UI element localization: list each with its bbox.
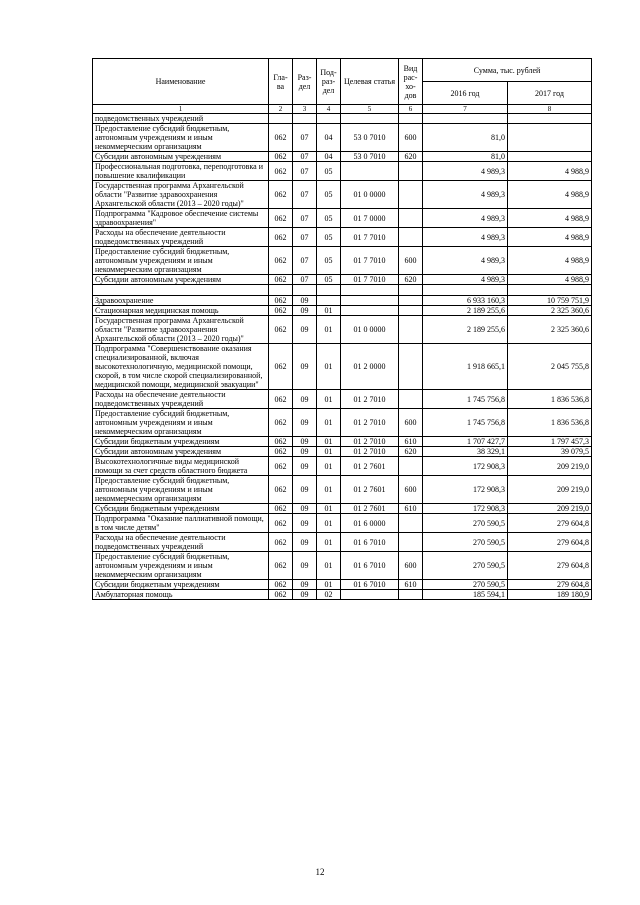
cell-glava: 062 bbox=[269, 296, 293, 306]
cell-podrazdel: 05 bbox=[317, 247, 341, 275]
cell-sum-2017 bbox=[508, 152, 592, 162]
cell-name: Субсидии автономным учреждениям bbox=[93, 275, 269, 285]
cell-statia bbox=[341, 285, 399, 296]
cell-sum-2017: 189 180,9 bbox=[508, 590, 592, 600]
cell-vid bbox=[399, 114, 423, 124]
cell-statia bbox=[341, 296, 399, 306]
table-row bbox=[93, 162, 592, 181]
col-glava-header: Гла-ва bbox=[269, 59, 293, 105]
cell-sum-2017: 4 988,9 bbox=[508, 275, 592, 285]
table-row bbox=[93, 344, 592, 390]
cell-sum-2016: 270 590,5 bbox=[423, 552, 508, 580]
column-number: 8 bbox=[508, 105, 592, 114]
cell-sum-2016: 4 989,3 bbox=[423, 162, 508, 181]
cell-glava: 062 bbox=[269, 316, 293, 344]
cell-vid bbox=[399, 316, 423, 344]
cell-vid bbox=[399, 306, 423, 316]
col-vid-header: Вид рас-хо-дов bbox=[399, 59, 423, 105]
cell-name: Подпрограмма "Оказание паллиативной помощи, в том числе детям" bbox=[93, 514, 269, 533]
cell-sum-2017: 39 079,5 bbox=[508, 447, 592, 457]
cell-podrazdel: 01 bbox=[317, 533, 341, 552]
cell-podrazdel: 01 bbox=[317, 409, 341, 437]
table-row bbox=[93, 437, 592, 447]
cell-razdel: 09 bbox=[293, 344, 317, 390]
cell-name: Субсидии бюджетным учреждениям bbox=[93, 580, 269, 590]
cell-razdel: 09 bbox=[293, 457, 317, 476]
cell-sum-2016: 2 189 255,6 bbox=[423, 306, 508, 316]
table-row bbox=[93, 476, 592, 504]
cell-podrazdel: 01 bbox=[317, 306, 341, 316]
cell-name: Расходы на обеспечение деятельности подведомственных учреждений bbox=[93, 228, 269, 247]
cell-sum-2017: 4 988,9 bbox=[508, 181, 592, 209]
cell-vid: 600 bbox=[399, 476, 423, 504]
cell-statia: 01 7 0000 bbox=[341, 209, 399, 228]
table-row bbox=[93, 275, 592, 285]
cell-vid bbox=[399, 514, 423, 533]
cell-name bbox=[93, 285, 269, 296]
cell-podrazdel: 01 bbox=[317, 344, 341, 390]
cell-razdel: 09 bbox=[293, 552, 317, 580]
cell-glava: 062 bbox=[269, 390, 293, 409]
cell-sum-2017: 1 836 536,8 bbox=[508, 409, 592, 437]
cell-podrazdel: 01 bbox=[317, 437, 341, 447]
cell-name: Амбулаторная помощь bbox=[93, 590, 269, 600]
cell-razdel: 09 bbox=[293, 296, 317, 306]
cell-podrazdel: 05 bbox=[317, 275, 341, 285]
cell-sum-2017: 2 325 360,6 bbox=[508, 316, 592, 344]
cell-razdel: 09 bbox=[293, 590, 317, 600]
cell-razdel: 09 bbox=[293, 504, 317, 514]
cell-statia: 01 6 7010 bbox=[341, 533, 399, 552]
cell-glava: 062 bbox=[269, 580, 293, 590]
cell-glava: 062 bbox=[269, 209, 293, 228]
cell-vid: 620 bbox=[399, 275, 423, 285]
cell-name: подведомственных учреждений bbox=[93, 114, 269, 124]
cell-podrazdel: 02 bbox=[317, 590, 341, 600]
table-row bbox=[93, 209, 592, 228]
cell-razdel: 07 bbox=[293, 209, 317, 228]
cell-name: Расходы на обеспечение деятельности подведомственных учреждений bbox=[93, 533, 269, 552]
cell-sum-2016: 4 989,3 bbox=[423, 209, 508, 228]
budget-document bbox=[92, 58, 591, 600]
cell-podrazdel bbox=[317, 114, 341, 124]
cell-glava: 062 bbox=[269, 275, 293, 285]
cell-razdel: 07 bbox=[293, 275, 317, 285]
cell-razdel: 07 bbox=[293, 228, 317, 247]
cell-sum-2016: 185 594,1 bbox=[423, 590, 508, 600]
cell-razdel: 09 bbox=[293, 533, 317, 552]
cell-statia: 01 6 0000 bbox=[341, 514, 399, 533]
cell-statia bbox=[341, 306, 399, 316]
cell-razdel: 09 bbox=[293, 390, 317, 409]
cell-glava: 062 bbox=[269, 514, 293, 533]
cell-glava: 062 bbox=[269, 552, 293, 580]
table-row bbox=[93, 247, 592, 275]
cell-sum-2017: 279 604,8 bbox=[508, 580, 592, 590]
col-podrazdel-header: Под-раз-дел bbox=[317, 59, 341, 105]
cell-statia: 01 7 7010 bbox=[341, 228, 399, 247]
cell-podrazdel bbox=[317, 296, 341, 306]
cell-vid: 600 bbox=[399, 552, 423, 580]
cell-sum-2017: 209 219,0 bbox=[508, 504, 592, 514]
cell-podrazdel: 05 bbox=[317, 162, 341, 181]
cell-sum-2017: 2 045 755,8 bbox=[508, 344, 592, 390]
cell-vid: 620 bbox=[399, 152, 423, 162]
cell-glava: 062 bbox=[269, 437, 293, 447]
cell-sum-2016: 4 989,3 bbox=[423, 247, 508, 275]
column-number: 7 bbox=[423, 105, 508, 114]
cell-razdel: 09 bbox=[293, 316, 317, 344]
table-row bbox=[93, 296, 592, 306]
cell-podrazdel: 05 bbox=[317, 228, 341, 247]
cell-vid bbox=[399, 590, 423, 600]
cell-vid bbox=[399, 390, 423, 409]
cell-podrazdel: 05 bbox=[317, 181, 341, 209]
cell-statia: 01 2 7601 bbox=[341, 457, 399, 476]
cell-sum-2016 bbox=[423, 114, 508, 124]
cell-statia: 01 6 7010 bbox=[341, 552, 399, 580]
cell-sum-2017: 10 759 751,9 bbox=[508, 296, 592, 306]
cell-statia: 01 2 7601 bbox=[341, 476, 399, 504]
table-row bbox=[93, 152, 592, 162]
cell-glava: 062 bbox=[269, 247, 293, 275]
cell-vid: 610 bbox=[399, 504, 423, 514]
col-name-header: Наименование bbox=[93, 59, 269, 105]
col-razdel-header: Раз-дел bbox=[293, 59, 317, 105]
cell-vid: 610 bbox=[399, 580, 423, 590]
table-row bbox=[93, 457, 592, 476]
cell-vid bbox=[399, 296, 423, 306]
cell-sum-2017: 279 604,8 bbox=[508, 552, 592, 580]
cell-sum-2016: 1 707 427,7 bbox=[423, 437, 508, 447]
cell-razdel: 07 bbox=[293, 247, 317, 275]
cell-podrazdel: 01 bbox=[317, 514, 341, 533]
cell-name: Подпрограмма "Совершенствование оказания специализированной, включая высокотехнологичную, медицинской помощи, скорой, в том числе скорой специализированной, медицинской помощи, медицинской эвакуации" bbox=[93, 344, 269, 390]
cell-glava: 062 bbox=[269, 306, 293, 316]
cell-name: Здравоохранение bbox=[93, 296, 269, 306]
cell-razdel: 09 bbox=[293, 437, 317, 447]
cell-glava: 062 bbox=[269, 447, 293, 457]
cell-podrazdel: 01 bbox=[317, 580, 341, 590]
cell-razdel: 09 bbox=[293, 447, 317, 457]
cell-vid bbox=[399, 181, 423, 209]
cell-glava bbox=[269, 285, 293, 296]
cell-vid: 610 bbox=[399, 437, 423, 447]
cell-glava: 062 bbox=[269, 344, 293, 390]
cell-sum-2017: 209 219,0 bbox=[508, 476, 592, 504]
col-2016-header: 2016 год bbox=[423, 82, 508, 105]
cell-sum-2017 bbox=[508, 124, 592, 152]
cell-sum-2016: 4 989,3 bbox=[423, 181, 508, 209]
column-number: 6 bbox=[399, 105, 423, 114]
column-number: 1 bbox=[93, 105, 269, 114]
cell-sum-2016: 6 933 160,3 bbox=[423, 296, 508, 306]
col-summa-header: Сумма, тыс. рублей bbox=[423, 59, 592, 82]
cell-razdel: 09 bbox=[293, 580, 317, 590]
page-number: 12 bbox=[315, 867, 325, 877]
cell-statia: 01 2 7010 bbox=[341, 390, 399, 409]
cell-sum-2016: 81,0 bbox=[423, 152, 508, 162]
cell-statia bbox=[341, 162, 399, 181]
cell-statia: 01 7 7010 bbox=[341, 275, 399, 285]
cell-name: Субсидии бюджетным учреждениям bbox=[93, 504, 269, 514]
column-number: 2 bbox=[269, 105, 293, 114]
cell-vid bbox=[399, 457, 423, 476]
cell-sum-2016 bbox=[423, 285, 508, 296]
cell-sum-2017: 1 836 536,8 bbox=[508, 390, 592, 409]
cell-podrazdel bbox=[317, 285, 341, 296]
cell-razdel bbox=[293, 114, 317, 124]
cell-glava: 062 bbox=[269, 590, 293, 600]
cell-podrazdel: 01 bbox=[317, 476, 341, 504]
table-row bbox=[93, 316, 592, 344]
cell-statia: 53 0 7010 bbox=[341, 124, 399, 152]
cell-podrazdel: 01 bbox=[317, 504, 341, 514]
cell-razdel: 09 bbox=[293, 306, 317, 316]
cell-vid bbox=[399, 533, 423, 552]
cell-razdel: 07 bbox=[293, 152, 317, 162]
cell-sum-2016: 270 590,5 bbox=[423, 580, 508, 590]
cell-razdel: 07 bbox=[293, 124, 317, 152]
col-2017-header: 2017 год bbox=[508, 82, 592, 105]
column-number: 3 bbox=[293, 105, 317, 114]
table-row bbox=[93, 590, 592, 600]
cell-podrazdel: 04 bbox=[317, 124, 341, 152]
cell-name: Субсидии бюджетным учреждениям bbox=[93, 437, 269, 447]
cell-sum-2017: 1 797 457,3 bbox=[508, 437, 592, 447]
cell-sum-2017 bbox=[508, 114, 592, 124]
table-row bbox=[93, 447, 592, 457]
cell-podrazdel: 01 bbox=[317, 447, 341, 457]
cell-statia: 01 2 7601 bbox=[341, 504, 399, 514]
table-row bbox=[93, 514, 592, 533]
cell-sum-2017: 279 604,8 bbox=[508, 514, 592, 533]
cell-sum-2016: 1 918 665,1 bbox=[423, 344, 508, 390]
cell-sum-2016: 1 745 756,8 bbox=[423, 409, 508, 437]
cell-razdel: 09 bbox=[293, 409, 317, 437]
cell-glava: 062 bbox=[269, 152, 293, 162]
cell-statia: 01 0 0000 bbox=[341, 181, 399, 209]
cell-statia bbox=[341, 114, 399, 124]
cell-sum-2016: 4 989,3 bbox=[423, 228, 508, 247]
cell-vid bbox=[399, 162, 423, 181]
cell-glava: 062 bbox=[269, 504, 293, 514]
cell-vid: 620 bbox=[399, 447, 423, 457]
table-row bbox=[93, 124, 592, 152]
cell-name: Расходы на обеспечение деятельности подведомственных учреждений bbox=[93, 390, 269, 409]
cell-sum-2016: 2 189 255,6 bbox=[423, 316, 508, 344]
cell-statia: 01 2 7010 bbox=[341, 437, 399, 447]
cell-sum-2016: 172 908,3 bbox=[423, 504, 508, 514]
column-number: 5 bbox=[341, 105, 399, 114]
cell-glava: 062 bbox=[269, 533, 293, 552]
cell-name: Предоставление субсидий бюджетным, автономным учреждениям и иным некоммерческим организациям bbox=[93, 247, 269, 275]
cell-sum-2017: 279 604,8 bbox=[508, 533, 592, 552]
cell-name: Предоставление субсидий бюджетным, автономным учреждениям и иным некоммерческим организациям bbox=[93, 409, 269, 437]
table-row bbox=[93, 552, 592, 580]
cell-vid: 600 bbox=[399, 409, 423, 437]
cell-sum-2016: 81,0 bbox=[423, 124, 508, 152]
cell-vid: 600 bbox=[399, 247, 423, 275]
cell-sum-2017: 209 219,0 bbox=[508, 457, 592, 476]
table-row bbox=[93, 114, 592, 124]
table-row bbox=[93, 306, 592, 316]
cell-podrazdel: 01 bbox=[317, 552, 341, 580]
table-row bbox=[93, 533, 592, 552]
table-row bbox=[93, 390, 592, 409]
table-row bbox=[93, 580, 592, 590]
cell-glava: 062 bbox=[269, 181, 293, 209]
table-body bbox=[93, 114, 592, 600]
cell-glava: 062 bbox=[269, 228, 293, 247]
cell-sum-2016: 172 908,3 bbox=[423, 457, 508, 476]
cell-sum-2016: 270 590,5 bbox=[423, 514, 508, 533]
cell-name: Государственная программа Архангельской области "Развитие здравоохранения Архангельской области (2013 – 2020 годы)" bbox=[93, 181, 269, 209]
cell-name: Профессиональная подготовка, переподготовка и повышение квалификации bbox=[93, 162, 269, 181]
cell-sum-2016: 4 989,3 bbox=[423, 275, 508, 285]
table-row bbox=[93, 409, 592, 437]
cell-glava: 062 bbox=[269, 457, 293, 476]
table-row bbox=[93, 504, 592, 514]
cell-statia: 01 2 7010 bbox=[341, 409, 399, 437]
cell-sum-2017: 4 988,9 bbox=[508, 247, 592, 275]
cell-podrazdel: 01 bbox=[317, 390, 341, 409]
column-number: 4 bbox=[317, 105, 341, 114]
cell-razdel: 07 bbox=[293, 162, 317, 181]
cell-sum-2016: 1 745 756,8 bbox=[423, 390, 508, 409]
cell-razdel: 09 bbox=[293, 514, 317, 533]
cell-vid bbox=[399, 285, 423, 296]
cell-statia: 01 7 7010 bbox=[341, 247, 399, 275]
cell-statia: 01 2 7010 bbox=[341, 447, 399, 457]
cell-glava: 062 bbox=[269, 409, 293, 437]
cell-name: Предоставление субсидий бюджетным, автономным учреждениям и иным некоммерческим организациям bbox=[93, 476, 269, 504]
cell-podrazdel: 01 bbox=[317, 457, 341, 476]
budget-table bbox=[92, 58, 592, 600]
cell-sum-2017: 2 325 360,6 bbox=[508, 306, 592, 316]
cell-podrazdel: 04 bbox=[317, 152, 341, 162]
cell-glava: 062 bbox=[269, 124, 293, 152]
cell-name: Государственная программа Архангельской области "Развитие здравоохранения Архангельской области (2013 – 2020 годы)" bbox=[93, 316, 269, 344]
cell-sum-2016: 270 590,5 bbox=[423, 533, 508, 552]
cell-sum-2017: 4 988,9 bbox=[508, 209, 592, 228]
cell-glava: 062 bbox=[269, 162, 293, 181]
cell-podrazdel: 01 bbox=[317, 316, 341, 344]
col-statia-header: Целевая статья bbox=[341, 59, 399, 105]
cell-vid bbox=[399, 209, 423, 228]
cell-name: Субсидии автономным учреждениям bbox=[93, 152, 269, 162]
cell-name: Предоставление субсидий бюджетным, автономным учреждениям и иным некоммерческим организациям bbox=[93, 124, 269, 152]
column-numbers-row bbox=[93, 105, 592, 114]
cell-statia bbox=[341, 590, 399, 600]
cell-name: Предоставление субсидий бюджетным, автономным учреждениям и иным некоммерческим организациям bbox=[93, 552, 269, 580]
cell-glava bbox=[269, 114, 293, 124]
cell-razdel: 07 bbox=[293, 181, 317, 209]
cell-statia: 53 0 7010 bbox=[341, 152, 399, 162]
table-row bbox=[93, 181, 592, 209]
cell-statia: 01 6 7010 bbox=[341, 580, 399, 590]
cell-vid bbox=[399, 344, 423, 390]
cell-name: Высокотехнологичные виды медицинской помощи за счет средств областного бюджета bbox=[93, 457, 269, 476]
table-row bbox=[93, 228, 592, 247]
cell-sum-2017 bbox=[508, 285, 592, 296]
cell-razdel: 09 bbox=[293, 476, 317, 504]
cell-podrazdel: 05 bbox=[317, 209, 341, 228]
cell-sum-2017: 4 988,9 bbox=[508, 162, 592, 181]
cell-name: Стационарная медицинская помощь bbox=[93, 306, 269, 316]
cell-vid bbox=[399, 228, 423, 247]
cell-sum-2016: 38 329,1 bbox=[423, 447, 508, 457]
cell-sum-2017: 4 988,9 bbox=[508, 228, 592, 247]
table-row bbox=[93, 285, 592, 296]
cell-statia: 01 0 0000 bbox=[341, 316, 399, 344]
cell-statia: 01 2 0000 bbox=[341, 344, 399, 390]
cell-vid: 600 bbox=[399, 124, 423, 152]
cell-sum-2016: 172 908,3 bbox=[423, 476, 508, 504]
cell-glava: 062 bbox=[269, 476, 293, 504]
cell-name: Подпрограмма "Кадровое обеспечение системы здравоохранения" bbox=[93, 209, 269, 228]
cell-razdel bbox=[293, 285, 317, 296]
cell-name: Субсидии автономным учреждениям bbox=[93, 447, 269, 457]
